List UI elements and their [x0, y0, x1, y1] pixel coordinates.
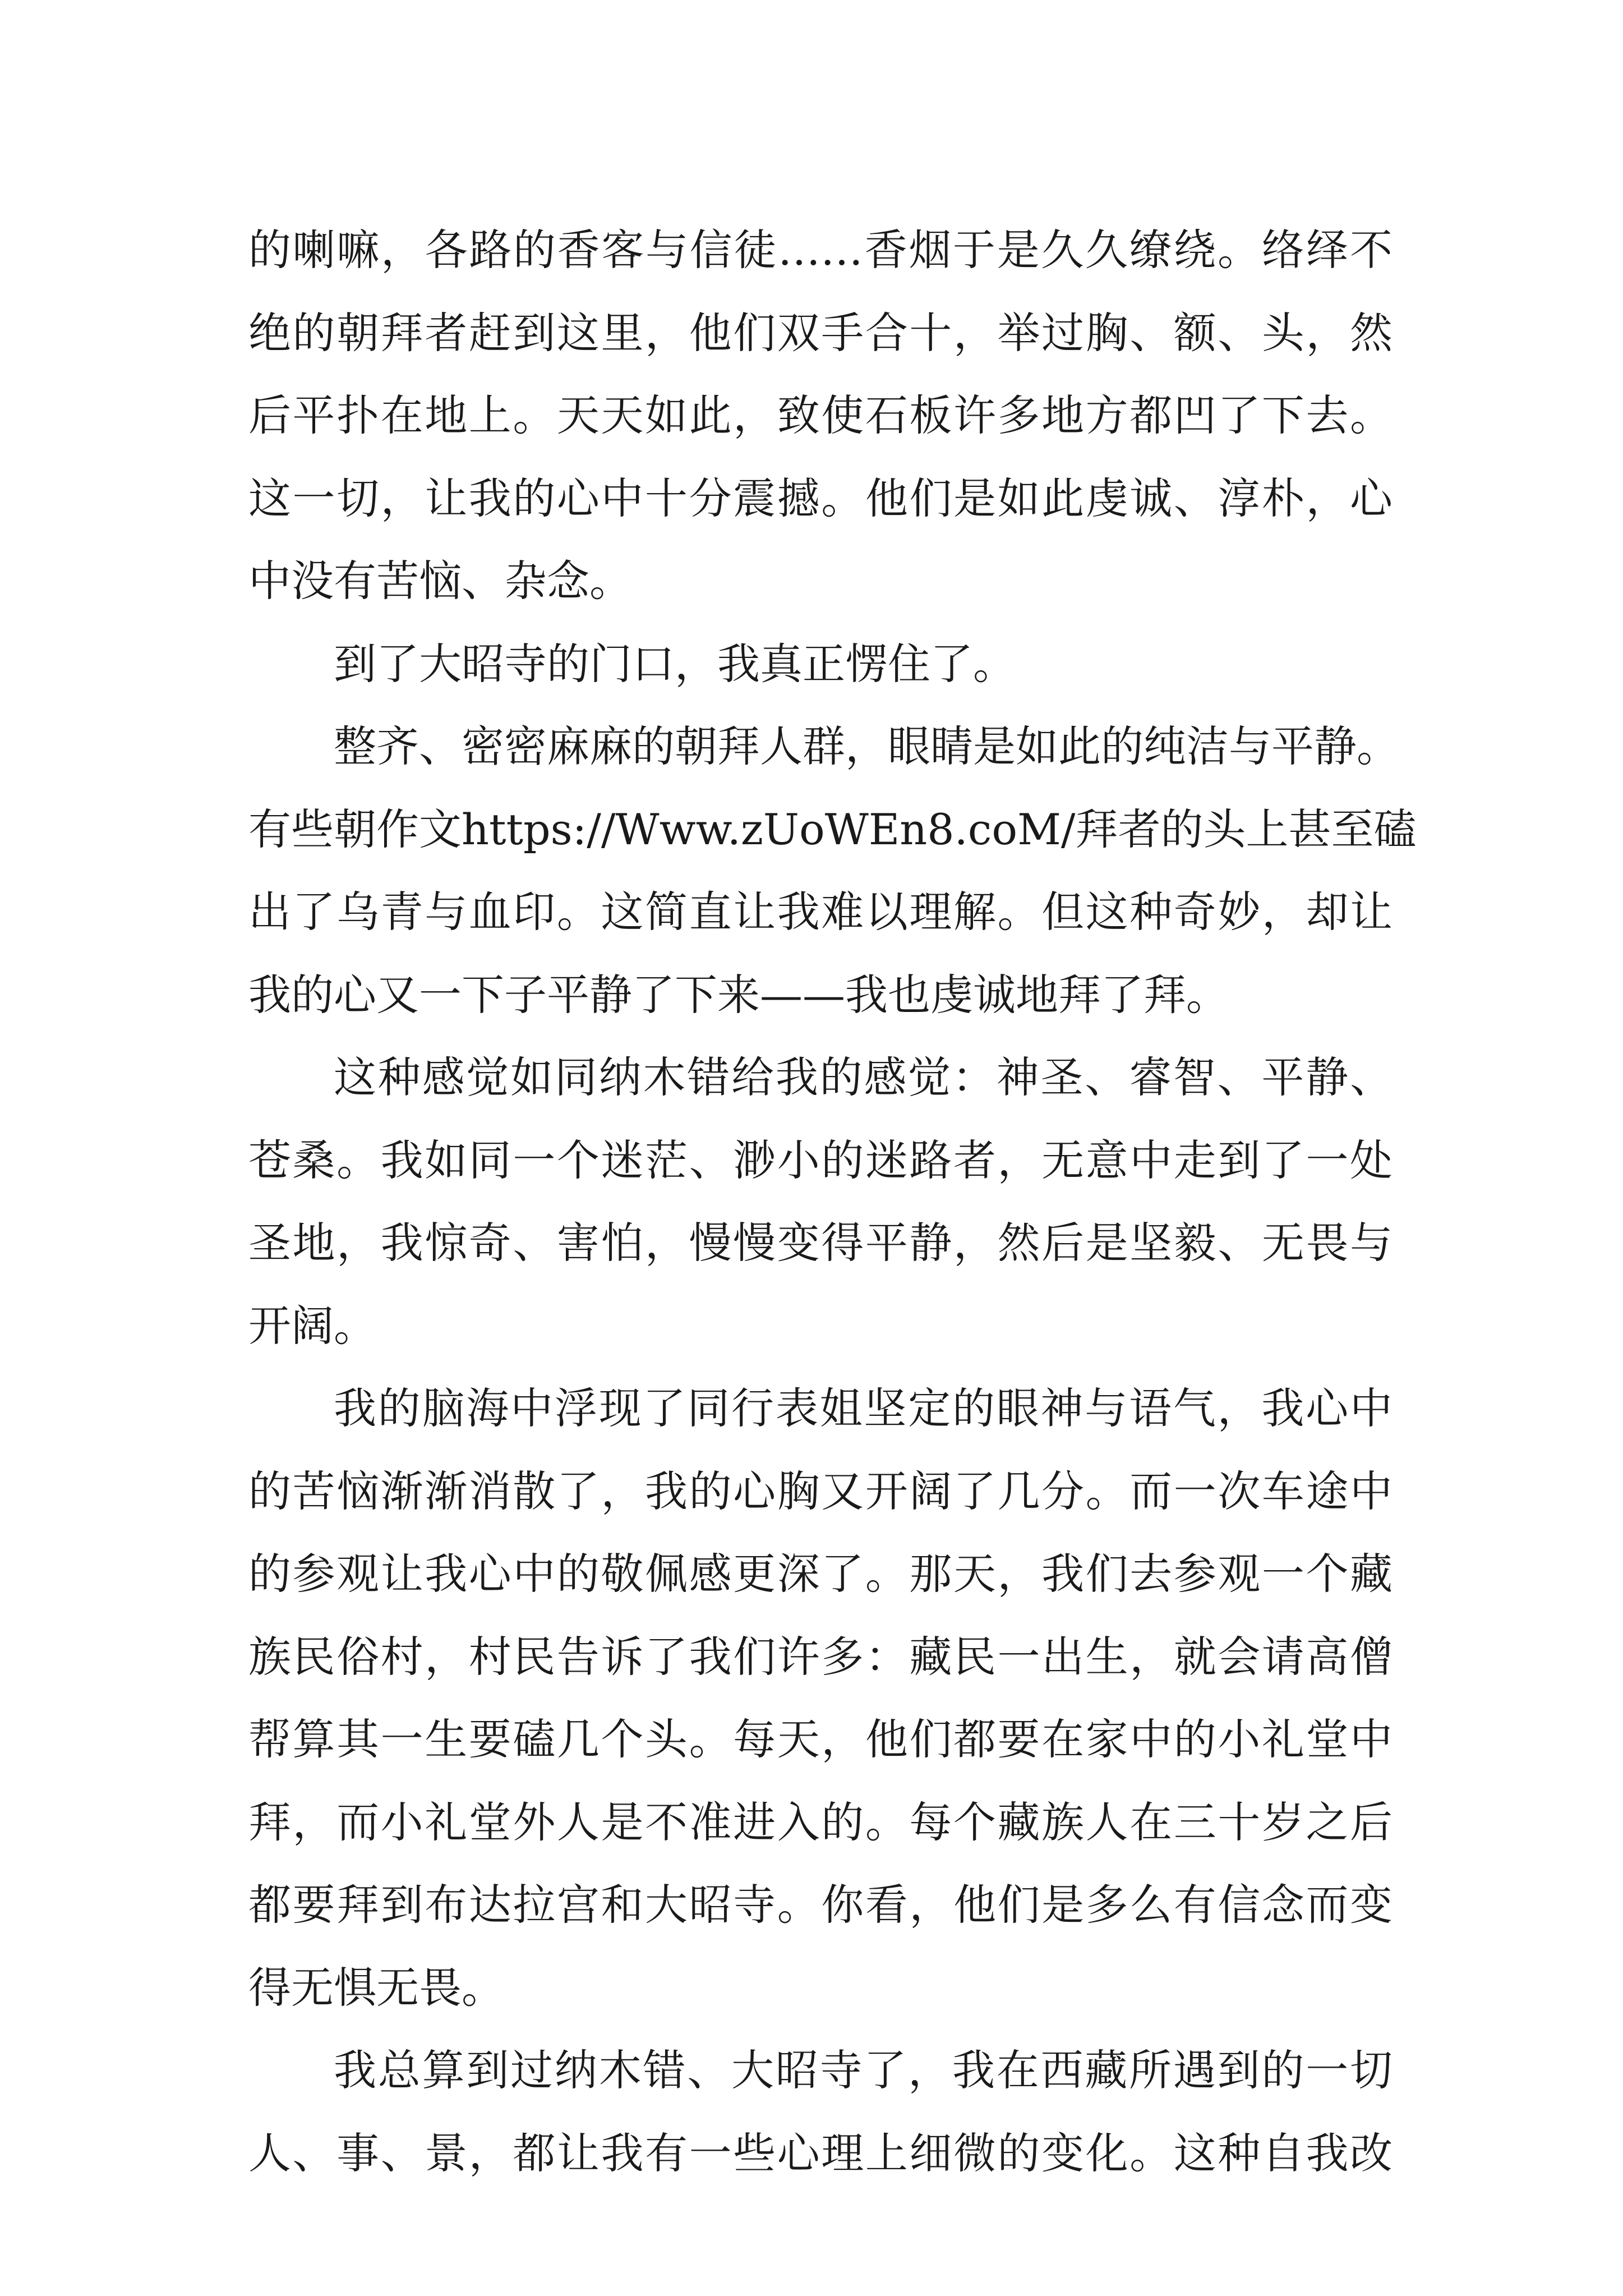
- text-line: 我的脑海中浮现了同行表姐坚定的眼神与语气，我心中: [334, 1383, 1393, 1433]
- text-line: 我总算到过纳木错、大昭寺了，我在西藏所遇到的一切: [334, 2045, 1393, 2095]
- text-line: 得无惧无畏。: [248, 1962, 504, 2013]
- text-line: 绝的朝拜者赶到这里，他们双手合十，举过胸、额、头，然: [248, 307, 1393, 358]
- text-line: 出了乌青与血印。这简直让我难以理解。但这种奇妙，却让: [248, 887, 1393, 937]
- text-line: 后平扑在地上。天天如此，致使石板许多地方都凹了下去。: [248, 390, 1393, 440]
- text-line: 苍桑。我如同一个迷茫、渺小的迷路者，无意中走到了一处: [248, 1135, 1393, 1185]
- text-line: 都要拜到布达拉宫和大昭寺。你看，他们是多么有信念而变: [248, 1880, 1393, 1930]
- text-line: 开阔。: [248, 1300, 376, 1351]
- text-line: 整齐、密密麻麻的朝拜人群，眼睛是如此的纯洁与平静。: [334, 721, 1399, 771]
- text-line: 族民俗村，村民告诉了我们许多：藏民一出生，就会请高僧: [248, 1631, 1393, 1682]
- text-line: 到了大昭寺的门口，我真正愣住了。: [334, 638, 1016, 689]
- text-line: 有些朝作文https://Www.zUoWEn8.coM/拜者的头上甚至磕: [248, 804, 1417, 854]
- text-line: 这种感觉如同纳木错给我的感觉：神圣、睿智、平静、: [334, 1052, 1393, 1102]
- text-line: 我的心又一下子平静了下来——我也虔诚地拜了拜。: [248, 969, 1229, 1020]
- text-line: 人、事、景，都让我有一些心理上细微的变化。这种自我改: [248, 2128, 1393, 2178]
- body-text: [248, 209, 1417, 2194]
- text-line: 中没有苦恼、杂念。: [248, 556, 632, 606]
- text-line: 的参观让我心中的敬佩感更深了。那天，我们去参观一个藏: [248, 1549, 1393, 1599]
- text-line: 拜，而小礼堂外人是不准进入的。每个藏族人在三十岁之后: [248, 1797, 1393, 1847]
- text-line: 这一切，让我的心中十分震撼。他们是如此虔诚、淳朴，心: [248, 473, 1393, 523]
- text-line: 帮算其一生要磕几个头。每天，他们都要在家中的小礼堂中: [248, 1714, 1393, 1764]
- text-line: 的喇嘛，各路的香客与信徒……香烟于是久久缭绕。络绎不: [248, 225, 1393, 275]
- text-line: 圣地，我惊奇、害怕，慢慢变得平静，然后是坚毅、无畏与: [248, 1218, 1393, 1268]
- text-line: 的苦恼渐渐消散了，我的心胸又开阔了几分。而一次车途中: [248, 1466, 1393, 1516]
